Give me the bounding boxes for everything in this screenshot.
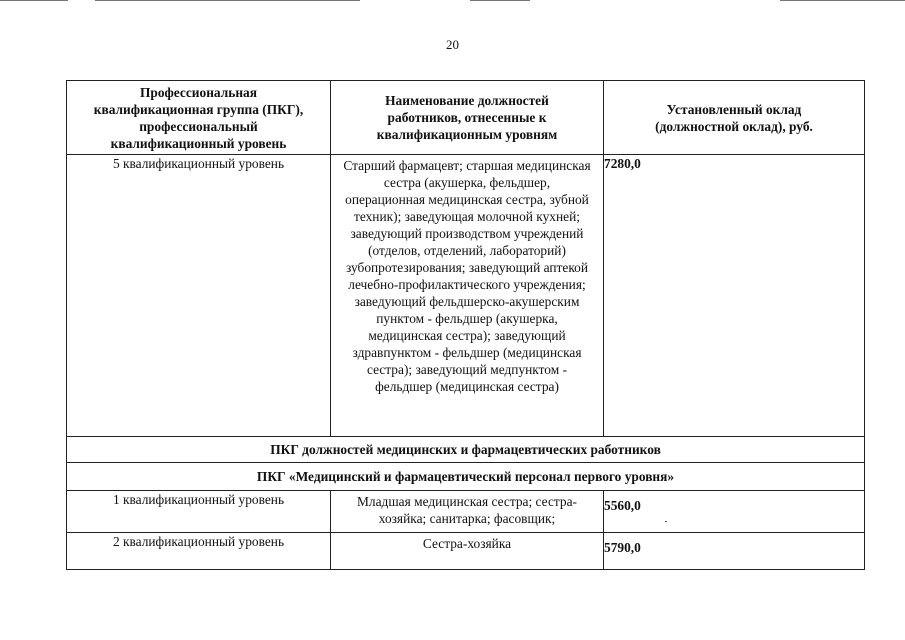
- positions-text: Младшая медицинская сестра; сестра-хозяйка; санитарка; фасовщик;: [356, 494, 577, 526]
- subgroup-row: [67, 463, 865, 491]
- table-row: [67, 155, 865, 437]
- salary-table: [66, 80, 865, 570]
- scan-edge-line: [470, 0, 530, 1]
- group-title: ПКГ должностей медицинских и фармацевтических работников: [67, 437, 865, 463]
- header-positions: Наименование должностей работников, отнесенные к квалификационным уровням: [331, 81, 604, 155]
- positions-cell: [331, 155, 604, 437]
- table-header-row: [67, 81, 865, 155]
- salary-cell: 5560,0: [604, 491, 865, 533]
- positions-text: Сестра-хозяйка: [422, 536, 512, 551]
- table-row: [67, 491, 865, 533]
- scan-speck: [665, 521, 667, 522]
- level-cell: 1 квалификационный уровень: [67, 491, 331, 533]
- positions-cell: [331, 533, 604, 570]
- table-row: [67, 533, 865, 570]
- level-cell: 5 квалификационный уровень: [67, 155, 331, 437]
- positions-text: Старший фармацевт; старшая медицинская сестра (акушерка, фельдшер, операционная медицинская сестра, зубной техник); заведующая молочной кухней; заведующий производством учреждений (отделов, отделений, лабораторий) зубопротезирования; заведующий аптекой лечебно-профилактического учреждения; заведующий фельдшерско-акушерским пунктом - фельдшер (акушерка, медицинская сестра); заведующий здравпунктом - фельдшер (медицинская сестра); заведующий медпунктом - фельдшер (медицинская сестра): [343, 158, 591, 394]
- header-group-level: Профессиональная квалификационная группа (ПКГ), профессиональный квалификационный уровень: [67, 81, 331, 155]
- subgroup-title: ПКГ «Медицинский и фармацевтический персонал первого уровня»: [67, 463, 865, 491]
- page-number: 20: [446, 37, 459, 52]
- level-cell: 2 квалификационный уровень: [67, 533, 331, 570]
- header-salary: Установленный оклад (должностной оклад), руб.: [604, 81, 865, 155]
- scan-edge-line: [0, 0, 68, 1]
- salary-cell: 7280,0: [604, 155, 865, 437]
- salary-cell: 5790,0: [604, 533, 865, 570]
- positions-cell: [331, 491, 604, 533]
- scan-edge-line: [780, 0, 905, 1]
- group-row: [67, 437, 865, 463]
- scan-edge-line: [95, 0, 360, 1]
